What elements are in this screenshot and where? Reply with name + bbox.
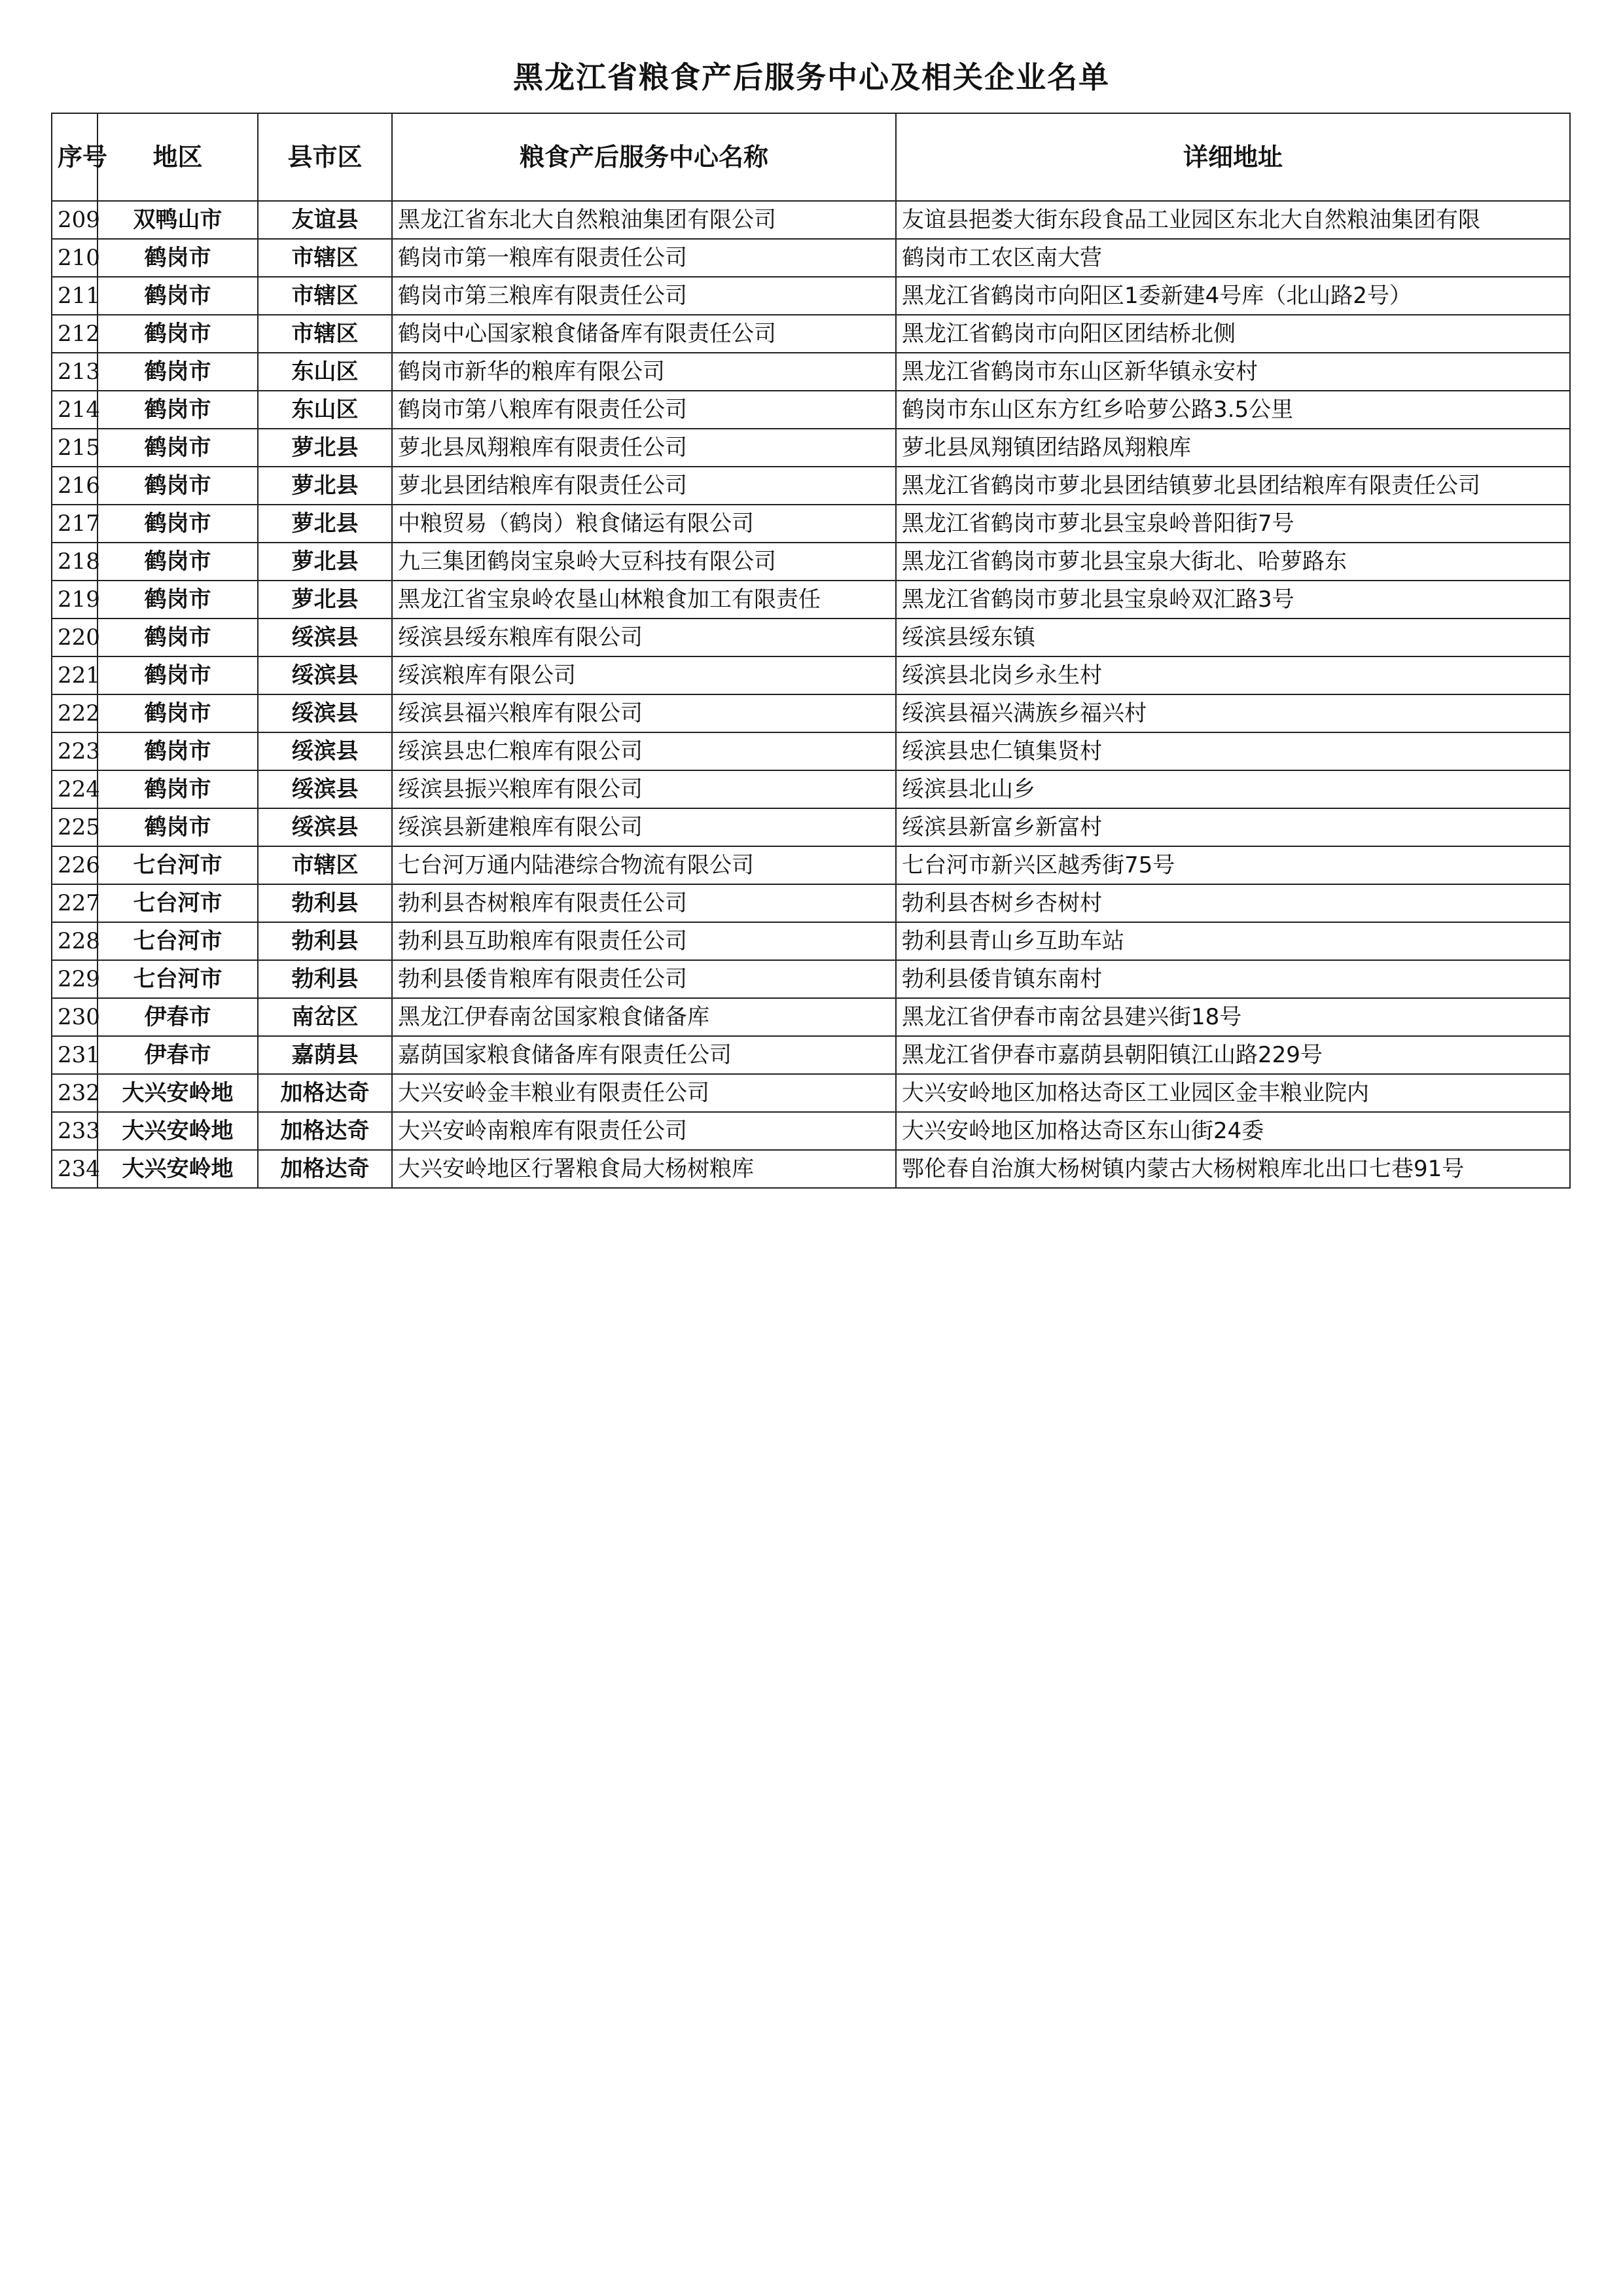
row-address: 勃利县杏树乡杏树村 [896, 884, 1570, 922]
row-seq: 220 [52, 619, 98, 656]
row-name: 萝北县团结粮库有限责任公司 [392, 467, 896, 505]
row-address: 黑龙江省鹤岗市东山区新华镇永安村 [896, 353, 1570, 391]
row-seq: 234 [52, 1150, 98, 1188]
row-address: 绥滨县北岗乡永生村 [896, 656, 1570, 694]
row-region: 鹤岗市 [98, 315, 258, 353]
row-seq: 224 [52, 770, 98, 808]
row-address: 黑龙江省伊春市嘉荫县朝阳镇江山路229号 [896, 1036, 1570, 1074]
table-row [52, 922, 1570, 960]
row-name: 大兴安岭金丰粮业有限责任公司 [392, 1074, 896, 1112]
row-region: 七台河市 [98, 922, 258, 960]
row-name: 绥滨县绥东粮库有限公司 [392, 619, 896, 656]
row-seq: 231 [52, 1036, 98, 1074]
row-region: 鹤岗市 [98, 770, 258, 808]
row-seq: 215 [52, 429, 98, 467]
row-county: 嘉荫县 [258, 1036, 392, 1074]
row-region: 大兴安岭地 [98, 1074, 258, 1112]
row-address: 萝北县凤翔镇团结路凤翔粮库 [896, 429, 1570, 467]
header-name: 粮食产后服务中心名称 [392, 113, 896, 201]
row-county: 加格达奇 [258, 1150, 392, 1188]
table-row [52, 581, 1570, 619]
row-region: 大兴安岭地 [98, 1150, 258, 1188]
row-seq: 210 [52, 239, 98, 277]
row-region: 鹤岗市 [98, 694, 258, 732]
row-county: 萝北县 [258, 467, 392, 505]
table-row [52, 998, 1570, 1036]
row-region: 伊春市 [98, 998, 258, 1036]
header-address: 详细地址 [896, 113, 1570, 201]
table-row [52, 770, 1570, 808]
row-region: 鹤岗市 [98, 505, 258, 543]
row-name: 绥滨县忠仁粮库有限公司 [392, 732, 896, 770]
row-name: 鹤岗市新华的粮库有限公司 [392, 353, 896, 391]
row-county: 市辖区 [258, 239, 392, 277]
row-county: 绥滨县 [258, 694, 392, 732]
row-county: 勃利县 [258, 884, 392, 922]
row-seq: 222 [52, 694, 98, 732]
table-row [52, 315, 1570, 353]
row-address: 黑龙江省伊春市南岔县建兴街18号 [896, 998, 1570, 1036]
row-address: 勃利县青山乡互助车站 [896, 922, 1570, 960]
row-seq: 223 [52, 732, 98, 770]
table-row [52, 239, 1570, 277]
row-name: 勃利县杏树粮库有限责任公司 [392, 884, 896, 922]
table-row [52, 1112, 1570, 1150]
row-address: 黑龙江省鹤岗市萝北县宝泉岭双汇路3号 [896, 581, 1570, 619]
row-address: 友谊县挹娄大街东段食品工业园区东北大自然粮油集团有限 [896, 201, 1570, 239]
row-region: 鹤岗市 [98, 391, 258, 429]
row-region: 鹤岗市 [98, 429, 258, 467]
row-name: 鹤岗中心国家粮食储备库有限责任公司 [392, 315, 896, 353]
row-seq: 233 [52, 1112, 98, 1150]
table-body [52, 201, 1570, 1188]
table-row [52, 277, 1570, 315]
row-name: 嘉荫国家粮食储备库有限责任公司 [392, 1036, 896, 1074]
row-address: 绥滨县北山乡 [896, 770, 1570, 808]
row-region: 七台河市 [98, 960, 258, 998]
row-county: 勃利县 [258, 960, 392, 998]
row-name: 勃利县互助粮库有限责任公司 [392, 922, 896, 960]
document-title: 黑龙江省粮食产后服务中心及相关企业名单 [513, 60, 1110, 95]
row-county: 勃利县 [258, 922, 392, 960]
row-seq: 217 [52, 505, 98, 543]
row-county: 东山区 [258, 391, 392, 429]
row-address: 绥滨县绥东镇 [896, 619, 1570, 656]
header-county: 县市区 [258, 113, 392, 201]
row-name: 鹤岗市第三粮库有限责任公司 [392, 277, 896, 315]
table-row [52, 960, 1570, 998]
row-region: 鹤岗市 [98, 732, 258, 770]
row-address: 大兴安岭地区加格达奇区工业园区金丰粮业院内 [896, 1074, 1570, 1112]
row-county: 绥滨县 [258, 656, 392, 694]
row-seq: 218 [52, 543, 98, 581]
table-row [52, 543, 1570, 581]
row-address: 黑龙江省鹤岗市萝北县宝泉岭普阳街7号 [896, 505, 1570, 543]
row-county: 东山区 [258, 353, 392, 391]
table-row [52, 429, 1570, 467]
row-address: 黑龙江省鹤岗市向阳区1委新建4号库（北山路2号） [896, 277, 1570, 315]
row-region: 鹤岗市 [98, 619, 258, 656]
table-row [52, 694, 1570, 732]
row-county: 加格达奇 [258, 1074, 392, 1112]
row-region: 鹤岗市 [98, 277, 258, 315]
table-row [52, 201, 1570, 239]
table-row [52, 467, 1570, 505]
row-county: 市辖区 [258, 846, 392, 884]
row-seq: 213 [52, 353, 98, 391]
row-name: 黑龙江省东北大自然粮油集团有限公司 [392, 201, 896, 239]
row-county: 萝北县 [258, 505, 392, 543]
table-header-row [52, 113, 1570, 201]
header-region: 地区 [98, 113, 258, 201]
row-seq: 230 [52, 998, 98, 1036]
row-county: 绥滨县 [258, 732, 392, 770]
row-county: 市辖区 [258, 315, 392, 353]
row-address: 黑龙江省鹤岗市萝北县宝泉大街北、哈萝路东 [896, 543, 1570, 581]
row-address: 鄂伦春自治旗大杨树镇内蒙古大杨树粮库北出口七巷91号 [896, 1150, 1570, 1188]
row-name: 七台河万通内陆港综合物流有限公司 [392, 846, 896, 884]
row-name: 绥滨县福兴粮库有限公司 [392, 694, 896, 732]
row-seq: 228 [52, 922, 98, 960]
row-county: 萝北县 [258, 543, 392, 581]
row-seq: 214 [52, 391, 98, 429]
row-seq: 232 [52, 1074, 98, 1112]
row-region: 鹤岗市 [98, 808, 258, 846]
table-row [52, 1150, 1570, 1188]
row-region: 伊春市 [98, 1036, 258, 1074]
row-address: 大兴安岭地区加格达奇区东山街24委 [896, 1112, 1570, 1150]
row-region: 鹤岗市 [98, 353, 258, 391]
table-row [52, 732, 1570, 770]
row-name: 绥滨县新建粮库有限公司 [392, 808, 896, 846]
row-seq: 212 [52, 315, 98, 353]
table-row [52, 808, 1570, 846]
row-region: 七台河市 [98, 846, 258, 884]
row-seq: 211 [52, 277, 98, 315]
table-row [52, 1074, 1570, 1112]
row-county: 绥滨县 [258, 808, 392, 846]
row-region: 鹤岗市 [98, 656, 258, 694]
row-region: 大兴安岭地 [98, 1112, 258, 1150]
row-address: 绥滨县新富乡新富村 [896, 808, 1570, 846]
row-name: 鹤岗市第八粮库有限责任公司 [392, 391, 896, 429]
table-row [52, 846, 1570, 884]
row-county: 绥滨县 [258, 770, 392, 808]
row-address: 勃利县倭肯镇东南村 [896, 960, 1570, 998]
table-row [52, 391, 1570, 429]
row-county: 南岔区 [258, 998, 392, 1036]
row-seq: 216 [52, 467, 98, 505]
table-row [52, 884, 1570, 922]
row-name: 萝北县凤翔粮库有限责任公司 [392, 429, 896, 467]
row-address: 绥滨县福兴满族乡福兴村 [896, 694, 1570, 732]
row-county: 市辖区 [258, 277, 392, 315]
row-name: 绥滨粮库有限公司 [392, 656, 896, 694]
row-seq: 229 [52, 960, 98, 998]
row-address: 七台河市新兴区越秀街75号 [896, 846, 1570, 884]
row-name: 大兴安岭地区行署粮食局大杨树粮库 [392, 1150, 896, 1188]
row-region: 七台河市 [98, 884, 258, 922]
row-name: 黑龙江省宝泉岭农垦山林粮食加工有限责任 [392, 581, 896, 619]
row-county: 萝北县 [258, 581, 392, 619]
row-county: 萝北县 [258, 429, 392, 467]
row-region: 鹤岗市 [98, 239, 258, 277]
row-seq: 219 [52, 581, 98, 619]
row-county: 绥滨县 [258, 619, 392, 656]
row-name: 鹤岗市第一粮库有限责任公司 [392, 239, 896, 277]
row-name: 黑龙江伊春南岔国家粮食储备库 [392, 998, 896, 1036]
table-row [52, 619, 1570, 656]
table-row [52, 353, 1570, 391]
row-seq: 225 [52, 808, 98, 846]
row-address: 绥滨县忠仁镇集贤村 [896, 732, 1570, 770]
enterprise-table [51, 113, 1571, 1189]
row-name: 大兴安岭南粮库有限责任公司 [392, 1112, 896, 1150]
row-county: 友谊县 [258, 201, 392, 239]
row-address: 鹤岗市工农区南大营 [896, 239, 1570, 277]
table-row [52, 505, 1570, 543]
row-region: 双鸭山市 [98, 201, 258, 239]
row-region: 鹤岗市 [98, 581, 258, 619]
row-seq: 226 [52, 846, 98, 884]
row-region: 鹤岗市 [98, 467, 258, 505]
row-name: 绥滨县振兴粮库有限公司 [392, 770, 896, 808]
row-name: 中粮贸易（鹤岗）粮食储运有限公司 [392, 505, 896, 543]
row-name: 勃利县倭肯粮库有限责任公司 [392, 960, 896, 998]
table-row [52, 656, 1570, 694]
row-county: 加格达奇 [258, 1112, 392, 1150]
header-seq: 序号 [52, 113, 98, 201]
row-name: 九三集团鹤岗宝泉岭大豆科技有限公司 [392, 543, 896, 581]
row-seq: 221 [52, 656, 98, 694]
row-address: 黑龙江省鹤岗市向阳区团结桥北侧 [896, 315, 1570, 353]
row-address: 鹤岗市东山区东方红乡哈萝公路3.5公里 [896, 391, 1570, 429]
row-seq: 227 [52, 884, 98, 922]
row-address: 黑龙江省鹤岗市萝北县团结镇萝北县团结粮库有限责任公司 [896, 467, 1570, 505]
row-region: 鹤岗市 [98, 543, 258, 581]
row-seq: 209 [52, 201, 98, 239]
table-row [52, 1036, 1570, 1074]
